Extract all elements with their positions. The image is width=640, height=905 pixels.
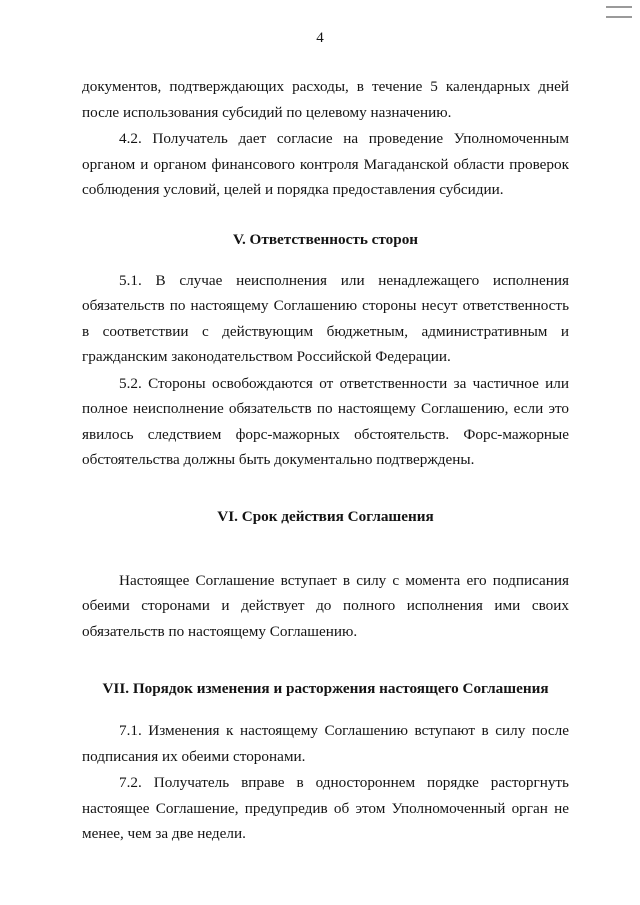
section-heading-vii: VII. Порядок изменения и расторжения настоящего Соглашения — [102, 680, 549, 697]
section-heading-v: V. Ответственность сторон — [232, 230, 419, 248]
document-body — [82, 74, 569, 847]
page-number: 4 — [316, 30, 324, 46]
scan-corner-mark — [606, 6, 632, 18]
section-heading-vi: VI. Срок действия Соглашения — [217, 507, 434, 525]
paragraph-4-2: 4.2. Получатель дает согласие на проведение Уполномоченным органом и органом финансового контроля Магаданской области проверок соблюдения условий, целей и порядка предоставления субсидии. — [82, 130, 569, 198]
paragraph-6: Настоящее Соглашение вступает в силу с момента его подписания обеими сторонами и действует до полного исполнения ими своих обязательств по настоящему Соглашению. — [82, 571, 569, 640]
paragraph-continuation: документов, подтверждающих расходы, в течение 5 календарных дней после использования субсидий по целевому назначению. — [82, 78, 569, 121]
paragraph-5-1: 5.1. В случае неисполнения или ненадлежащего исполнения обязательств по настоящему Соглашению стороны несут ответственность в соответствии с действующим бюджетным, административным и гражданским законодательством Российской Федерации. — [82, 271, 569, 365]
paragraph-7-2: 7.2. Получатель вправе в одностороннем порядке расторгнуть настоящее Соглашение, предупредив об этом Уполномоченный орган не менее, чем за две недели. — [82, 774, 569, 842]
paragraph-7-1: 7.1. Изменения к настоящему Соглашению вступают в силу после подписания их обеими сторонами. — [82, 722, 569, 765]
paragraph-5-2: 5.2. Стороны освобождаются от ответственности за частичное или полное неисполнение обязательств по настоящему Соглашению, если это явилось следствием форс-мажорных обстоятельств. Форс-мажорные обстоятельства должны быть документально подтверждены. — [82, 374, 569, 468]
